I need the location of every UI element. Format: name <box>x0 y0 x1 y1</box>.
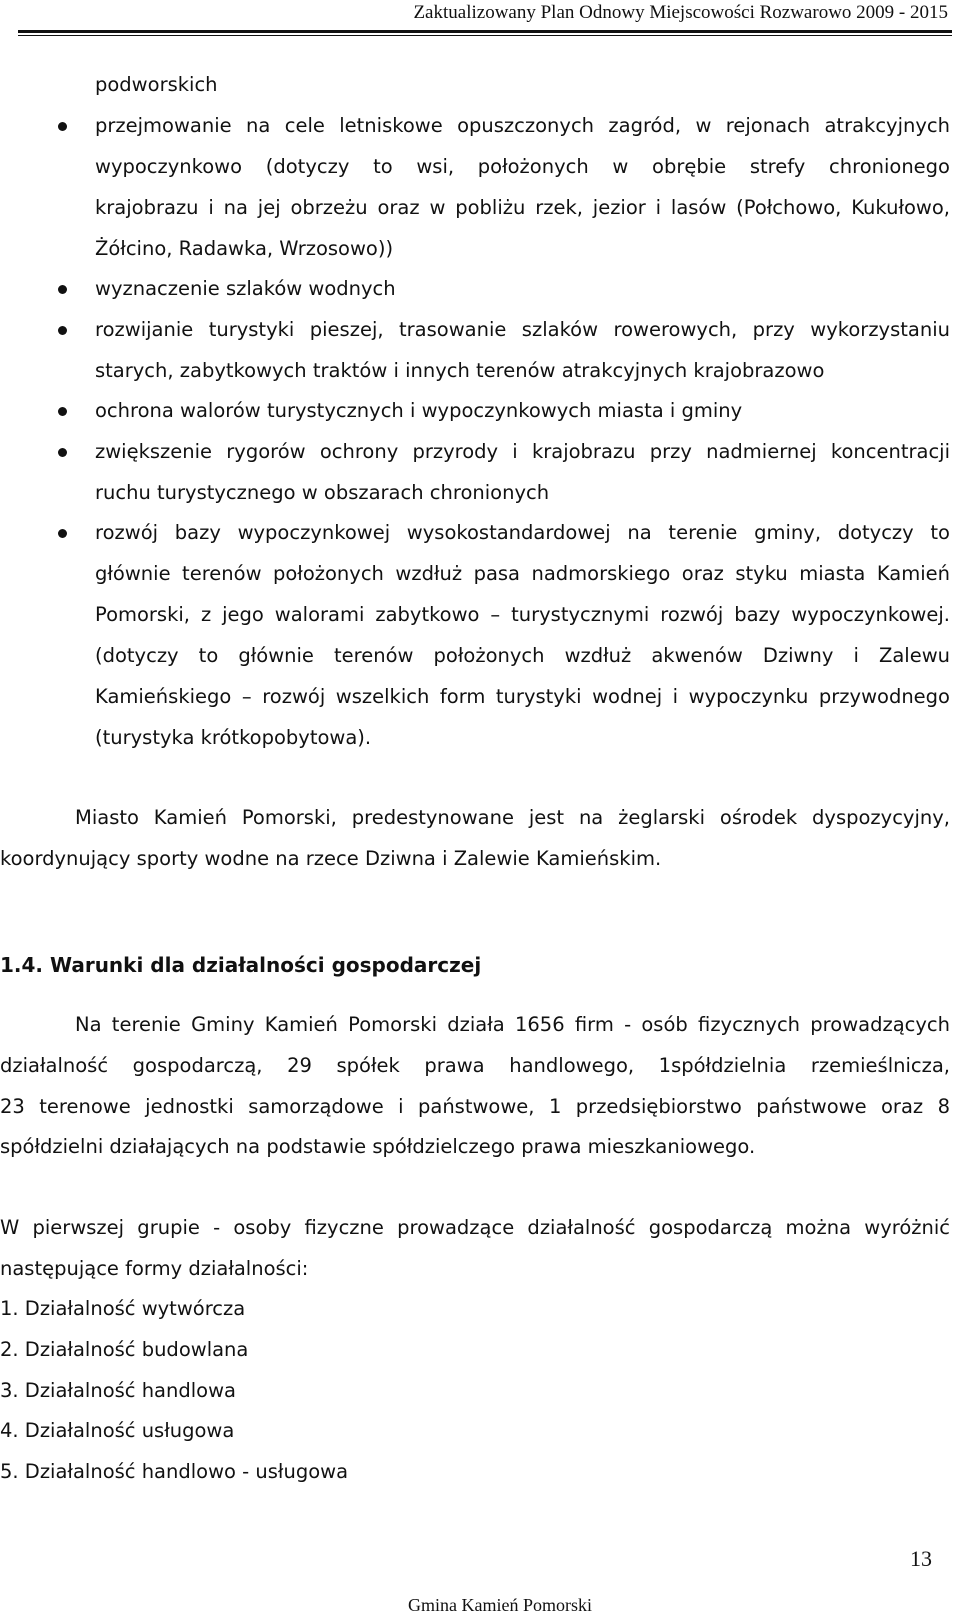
list-item-line: ruchu turystycznego w obszarach chronionych <box>95 481 550 504</box>
bullet-icon <box>58 407 67 416</box>
list-item-line: Żółcino, Radawka, Wrzosowo)) <box>95 237 394 260</box>
list-item-line: głównie terenów położonych wzdłuż pasa nadmorskiego oraz styku miasta Kamień <box>95 562 950 585</box>
paragraph-line: W pierwszej grupie - osoby fizyczne prowadzące działalność gospodarczą można wyróżnić <box>0 1216 950 1239</box>
page-footer: Gmina Kamień Pomorski <box>408 1595 592 1615</box>
bullet-icon <box>58 529 67 538</box>
paragraph-line: działalność gospodarczą, 29 spółek prawa handlowego, 1spółdzielnia rzemieślnicza, <box>0 1054 950 1077</box>
forms-list-item: 4. Działalność usługowa <box>0 1419 235 1442</box>
list-item-line: rozwój bazy wypoczynkowej wysokostandardowej na terenie gminy, dotyczy to <box>95 521 950 544</box>
list-item-line: wypoczynkowo (dotyczy to wsi, położonych w obrębie strefy chronionego <box>95 155 950 178</box>
paragraph-line: spółdzielni działających na podstawie spółdzielczego prawa mieszkaniowego. <box>0 1135 756 1158</box>
list-item-line: Kamieńskiego – rozwój wszelkich form turystyki wodnej i wypoczynku przywodnego <box>95 685 950 708</box>
list-item-line: przejmowanie na cele letniskowe opuszczonych zagród, w rejonach atrakcyjnych <box>95 114 950 137</box>
header-rule <box>18 30 952 33</box>
forms-list-item: 3. Działalność handlowa <box>0 1379 236 1402</box>
list-item-line: krajobrazu i na jej obrzeżu oraz w pobliżu rzek, jezior i lasów (Połchowo, Kukułowo, <box>95 196 950 219</box>
paragraph-line: Miasto Kamień Pomorski, predestynowane jest na żeglarski ośrodek dyspozycyjny, <box>75 806 950 829</box>
list-item-line: (turystyka krótkopobytowa). <box>95 726 372 749</box>
section-heading: 1.4. Warunki dla działalności gospodarczej <box>0 953 482 977</box>
list-item-line: (dotyczy to głównie terenów położonych wzdłuż akwenów Dziwny i Zalewu <box>95 644 950 667</box>
forms-list-item: 1. Działalność wytwórcza <box>0 1297 246 1320</box>
list-item-line: starych, zabytkowych traktów i innych terenów atrakcyjnych krajobrazowo <box>95 359 825 382</box>
page-header <box>0 0 960 40</box>
forms-list-item: 5. Działalność handlowo - usługowa <box>0 1460 349 1483</box>
list-item-line: zwiększenie rygorów ochrony przyrody i krajobrazu przy nadmiernej koncentracji <box>95 440 950 463</box>
paragraph-line: koordynujący sporty wodne na rzece Dziwna i Zalewie Kamieńskim. <box>0 847 662 870</box>
paragraph-line: Na terenie Gminy Kamień Pomorski działa 1656 firm - osób fizycznych prowadzących <box>75 1013 950 1036</box>
list-item-line: rozwijanie turystyki pieszej, trasowanie szlaków rowerowych, przy wykorzystaniu <box>95 318 950 341</box>
paragraph-line: następujące formy działalności: <box>0 1257 309 1280</box>
list-item-line: wyznaczenie szlaków wodnych <box>95 277 396 300</box>
bullet-icon <box>58 285 67 294</box>
paragraph-line: 23 terenowe jednostki samorządowe i państwowe, 1 przedsiębiorstwo państwowe oraz 8 <box>0 1095 950 1118</box>
bullet-icon <box>58 122 67 131</box>
header-title: Zaktualizowany Plan Odnowy Miejscowości Rozwarowo 2009 - 2015 <box>413 2 948 23</box>
forms-list-item: 2. Działalność budowlana <box>0 1338 249 1361</box>
list-continuation: podworskich <box>95 73 218 96</box>
bullet-icon <box>58 448 67 457</box>
list-item-line: Pomorski, z jego walorami zabytkowo – turystycznymi rozwój bazy wypoczynkowej. <box>95 603 950 626</box>
page-number: 13 <box>910 1546 932 1571</box>
bullet-icon <box>58 326 67 335</box>
header-rule-thin <box>18 35 952 36</box>
list-item-line: ochrona walorów turystycznych i wypoczynkowych miasta i gminy <box>95 399 743 422</box>
